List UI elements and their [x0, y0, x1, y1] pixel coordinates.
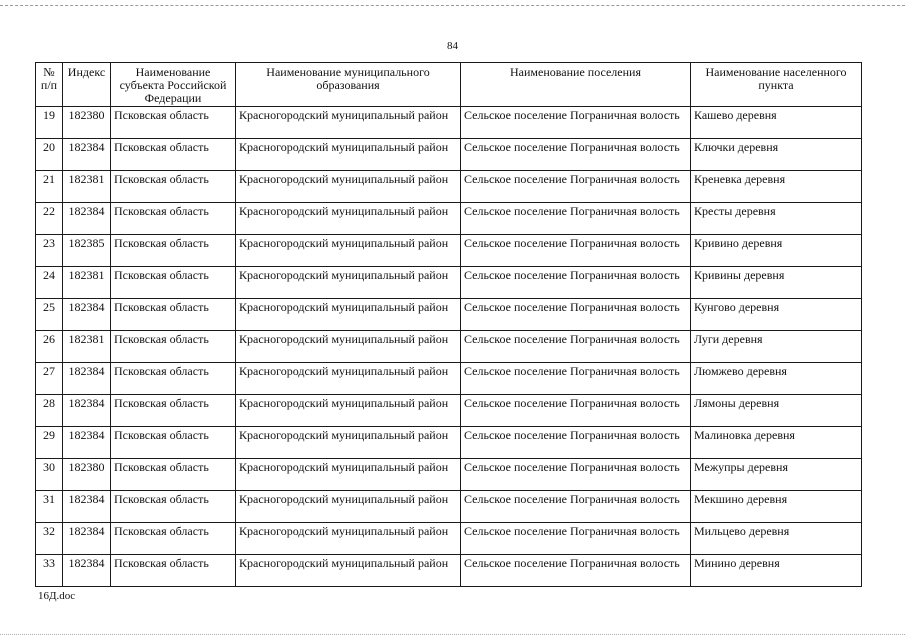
cell-municipality: Красногородский муниципальный район	[236, 299, 461, 331]
table-row	[36, 427, 862, 459]
cell-settlement: Сельское поселение Пограничная волость	[461, 267, 691, 299]
table-row	[36, 203, 862, 235]
cell-row-number: 32	[36, 523, 63, 555]
cell-municipality: Красногородский муниципальный район	[236, 363, 461, 395]
cell-municipality: Красногородский муниципальный район	[236, 395, 461, 427]
cell-row-number: 24	[36, 267, 63, 299]
cell-region: Псковская область	[111, 235, 236, 267]
cell-index: 182384	[63, 555, 111, 587]
cell-municipality: Красногородский муниципальный район	[236, 139, 461, 171]
cell-locality: Кресты деревня	[691, 203, 862, 235]
header-municipality: Наименование муниципального образования	[236, 63, 461, 107]
cell-region: Псковская область	[111, 299, 236, 331]
cell-index: 182384	[63, 363, 111, 395]
cell-municipality: Красногородский муниципальный район	[236, 555, 461, 587]
cell-row-number: 33	[36, 555, 63, 587]
cell-row-number: 21	[36, 171, 63, 203]
cell-row-number: 30	[36, 459, 63, 491]
cell-settlement: Сельское поселение Пограничная волость	[461, 491, 691, 523]
cell-municipality: Красногородский муниципальный район	[236, 491, 461, 523]
cell-locality: Креневка деревня	[691, 171, 862, 203]
cell-settlement: Сельское поселение Пограничная волость	[461, 427, 691, 459]
cell-region: Псковская область	[111, 459, 236, 491]
cell-index: 182384	[63, 299, 111, 331]
cell-municipality: Красногородский муниципальный район	[236, 427, 461, 459]
cell-region: Псковская область	[111, 267, 236, 299]
cell-row-number: 28	[36, 395, 63, 427]
cell-locality: Мильцево деревня	[691, 523, 862, 555]
cell-region: Псковская область	[111, 427, 236, 459]
cell-index: 182381	[63, 267, 111, 299]
cell-settlement: Сельское поселение Пограничная волость	[461, 331, 691, 363]
cell-index: 182384	[63, 203, 111, 235]
header-settlement: Наименование поселения	[461, 63, 691, 107]
cell-region: Псковская область	[111, 107, 236, 139]
cell-region: Псковская область	[111, 363, 236, 395]
header-region: Наименование субъекта Российской Федерации	[111, 63, 236, 107]
cell-region: Псковская область	[111, 523, 236, 555]
table-row	[36, 299, 862, 331]
table-row	[36, 139, 862, 171]
cell-row-number: 22	[36, 203, 63, 235]
table-row	[36, 267, 862, 299]
table-row	[36, 523, 862, 555]
cell-locality: Люмжево деревня	[691, 363, 862, 395]
cell-region: Псковская область	[111, 395, 236, 427]
cell-row-number: 27	[36, 363, 63, 395]
cell-row-number: 26	[36, 331, 63, 363]
cell-municipality: Красногородский муниципальный район	[236, 171, 461, 203]
cell-settlement: Сельское поселение Пограничная волость	[461, 363, 691, 395]
cell-region: Псковская область	[111, 171, 236, 203]
footer-filename: 16Д.doc	[38, 590, 76, 602]
cell-index: 182384	[63, 523, 111, 555]
cell-municipality: Красногородский муниципальный район	[236, 459, 461, 491]
cell-region: Псковская область	[111, 331, 236, 363]
cell-row-number: 23	[36, 235, 63, 267]
cell-municipality: Красногородский муниципальный район	[236, 107, 461, 139]
header-index: Индекс	[63, 63, 111, 107]
cell-municipality: Красногородский муниципальный район	[236, 203, 461, 235]
cell-locality: Кривины деревня	[691, 267, 862, 299]
page-number: 84	[447, 40, 458, 52]
cell-locality: Кашево деревня	[691, 107, 862, 139]
cell-settlement: Сельское поселение Пограничная волость	[461, 523, 691, 555]
cell-row-number: 31	[36, 491, 63, 523]
cell-index: 182381	[63, 331, 111, 363]
cell-locality: Луги деревня	[691, 331, 862, 363]
table-row	[36, 363, 862, 395]
cell-locality: Кривино деревня	[691, 235, 862, 267]
scan-edge-bottom	[0, 634, 905, 640]
cell-index: 182384	[63, 491, 111, 523]
cell-region: Псковская область	[111, 555, 236, 587]
cell-settlement: Сельское поселение Пограничная волость	[461, 203, 691, 235]
header-locality: Наименование населенного пункта	[691, 63, 862, 107]
cell-index: 182380	[63, 459, 111, 491]
cell-region: Псковская область	[111, 203, 236, 235]
cell-settlement: Сельское поселение Пограничная волость	[461, 107, 691, 139]
cell-index: 182381	[63, 171, 111, 203]
cell-settlement: Сельское поселение Пограничная волость	[461, 395, 691, 427]
cell-municipality: Красногородский муниципальный район	[236, 267, 461, 299]
cell-index: 182385	[63, 235, 111, 267]
cell-settlement: Сельское поселение Пограничная волость	[461, 139, 691, 171]
table-row	[36, 459, 862, 491]
cell-locality: Ключки деревня	[691, 139, 862, 171]
settlements-table	[35, 62, 862, 587]
cell-row-number: 25	[36, 299, 63, 331]
cell-row-number: 29	[36, 427, 63, 459]
cell-locality: Межупры деревня	[691, 459, 862, 491]
cell-settlement: Сельское поселение Пограничная волость	[461, 171, 691, 203]
table-row	[36, 331, 862, 363]
cell-row-number: 19	[36, 107, 63, 139]
cell-row-number: 20	[36, 139, 63, 171]
cell-settlement: Сельское поселение Пограничная волость	[461, 235, 691, 267]
table-row	[36, 395, 862, 427]
cell-locality: Лямоны деревня	[691, 395, 862, 427]
table-body	[36, 107, 862, 587]
cell-region: Псковская область	[111, 139, 236, 171]
table-header-row	[36, 63, 862, 107]
cell-index: 182384	[63, 427, 111, 459]
cell-settlement: Сельское поселение Пограничная волость	[461, 459, 691, 491]
cell-index: 182380	[63, 107, 111, 139]
cell-locality: Кунгово деревня	[691, 299, 862, 331]
header-row-number: № п/п	[36, 63, 63, 107]
cell-settlement: Сельское поселение Пограничная волость	[461, 555, 691, 587]
table-row	[36, 107, 862, 139]
cell-municipality: Красногородский муниципальный район	[236, 331, 461, 363]
table-row	[36, 555, 862, 587]
cell-index: 182384	[63, 395, 111, 427]
cell-index: 182384	[63, 139, 111, 171]
scan-edge-top	[0, 0, 905, 6]
table-row	[36, 235, 862, 267]
cell-municipality: Красногородский муниципальный район	[236, 523, 461, 555]
cell-locality: Мекшино деревня	[691, 491, 862, 523]
cell-region: Псковская область	[111, 491, 236, 523]
table-row	[36, 171, 862, 203]
table-row	[36, 491, 862, 523]
cell-locality: Малиновка деревня	[691, 427, 862, 459]
cell-municipality: Красногородский муниципальный район	[236, 235, 461, 267]
cell-settlement: Сельское поселение Пограничная волость	[461, 299, 691, 331]
cell-locality: Минино деревня	[691, 555, 862, 587]
